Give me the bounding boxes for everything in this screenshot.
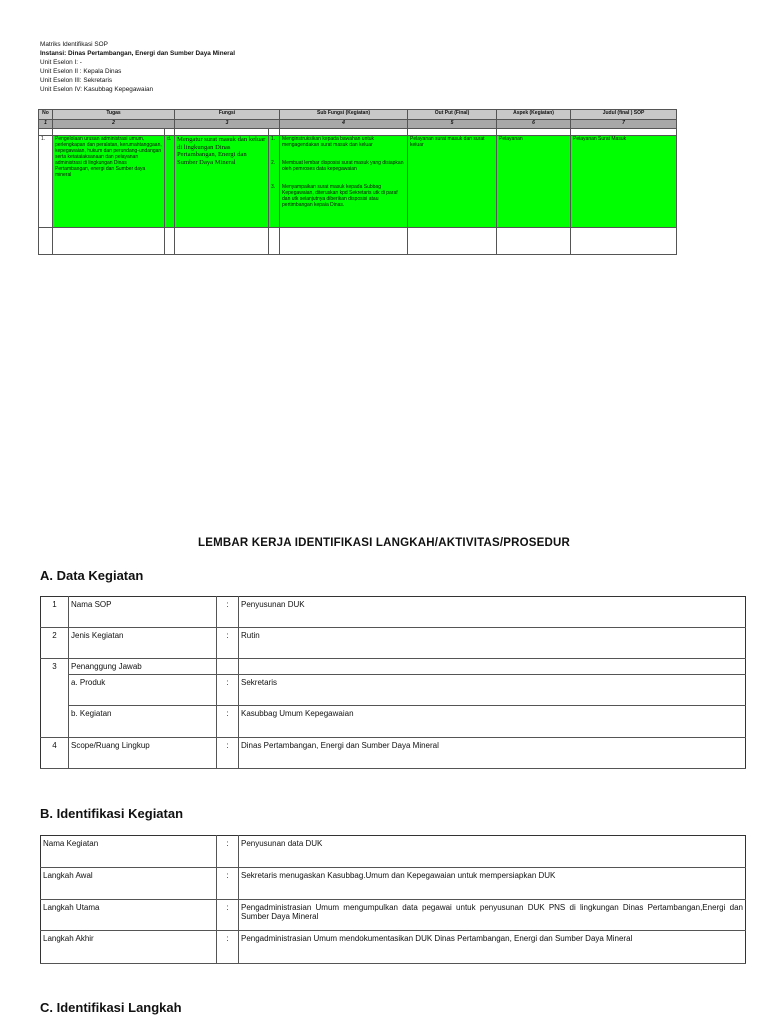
sop-matrix-table: [38, 109, 677, 255]
row-number: 1.: [39, 136, 53, 228]
col-header-fungsi: Fungsi: [175, 110, 280, 120]
field-label: Scope/Ruang Lingkup: [69, 738, 217, 769]
colon: :: [217, 628, 239, 659]
field-value: Pengadministrasian Umum mengumpulkan data pegawai untuk penyusunan DUK PNS di lingkungan Dinas Pertambangan,Energi dan Sumber Daya Mineral: [239, 900, 746, 931]
field-label: Langkah Utama: [41, 900, 217, 931]
field-value: Penyusunan DUK: [239, 597, 746, 628]
table-row: [41, 931, 746, 964]
field-value: Rutin: [239, 628, 746, 659]
col-header-judul: Judul (final ) SOP: [571, 110, 677, 120]
col-number: 1: [39, 120, 53, 129]
colon: :: [217, 675, 239, 706]
header-instansi: Instansi: Dinas Pertambangan, Energi dan Sumber Daya Mineral: [40, 50, 235, 57]
field-label: b. Kegiatan: [69, 706, 217, 738]
table-row: [41, 900, 746, 931]
col-number: 6: [497, 120, 571, 129]
table-row: [41, 659, 746, 675]
field-value: Dinas Pertambangan, Energi dan Sumber Daya Mineral: [239, 738, 746, 769]
field-value: Sekretaris: [239, 675, 746, 706]
field-label: a. Produk: [69, 675, 217, 706]
header-eselon-1: Unit Eselon I: -: [40, 59, 82, 66]
worksheet-title: LEMBAR KERJA IDENTIFIKASI LANGKAH/AKTIVITAS/PROSEDUR: [197, 537, 571, 549]
header-eselon-4: Unit Eselon IV: Kasubbag Kepegawaian: [40, 86, 154, 93]
field-value: Kasubbag Umum Kepegawaian: [239, 706, 746, 738]
table-row: [41, 868, 746, 900]
aspek-cell: Pelayanan: [497, 136, 571, 228]
row-number: 3: [41, 659, 69, 738]
table-row: [41, 597, 746, 628]
col-header-output: Out Put (Final): [408, 110, 497, 120]
col-number: 4: [280, 120, 408, 129]
row-number: 2: [41, 628, 69, 659]
section-c-title: C. Identifikasi Langkah: [40, 1000, 182, 1015]
judul-cell: Pelayanan Surat Masuk: [571, 136, 677, 228]
table-row: [41, 628, 746, 659]
table-row: [39, 136, 677, 228]
field-label: Nama SOP: [69, 597, 217, 628]
col-header-sub-fungsi: Sub Fungsi (Kegiatan): [280, 110, 408, 120]
sub-fungsi-item: Menyampaikan surat masuk kepada Subbag Kepegawaian, diteruskan kpd Sekretaris utk di paraf dan utk selanjutnya diberikan disposisi atau pertimbangan kepala Dinas.: [282, 184, 398, 208]
col-number: 5: [408, 120, 497, 129]
field-label: Jenis Kegiatan: [69, 628, 217, 659]
fungsi-cell: Mengatur surat masuk dan keluar di lingkungan Dinas Pertambangan, Energi dan Sumber Daya Mineral: [175, 136, 269, 228]
col-number: 7: [571, 120, 677, 129]
colon: :: [217, 706, 239, 738]
col-header-no: No: [39, 110, 53, 120]
header-eselon-2: Unit Eselon II : Kepala Dinas: [40, 68, 122, 75]
sub-fungsi-number: 3.: [271, 184, 276, 190]
colon: :: [217, 868, 239, 900]
colon: :: [217, 900, 239, 931]
header-eselon-3: Unit Eselon III: Sekretaris: [40, 77, 113, 84]
col-header-tugas: Tugas: [53, 110, 175, 120]
colon: :: [217, 738, 239, 769]
header-title: Matriks Identifikasi SOP: [40, 41, 108, 48]
field-value: Sekretaris menugaskan Kasubbag.Umum dan Kepegawaian untuk mempersiapkan DUK: [239, 868, 746, 900]
col-number: 2: [53, 120, 175, 129]
table-row: [41, 836, 746, 868]
matrix-header: [40, 40, 235, 94]
output-cell: Pelayanan surat masuk dan surat keluar: [408, 136, 497, 228]
row-number: 4: [41, 738, 69, 769]
row-number: 1: [41, 597, 69, 628]
field-value: Penyusunan data DUK: [239, 836, 746, 868]
sub-fungsi-item: Membuat lembar disposisi surat masuk yang disiapkan oleh pemroses data kepegawaian: [282, 160, 404, 172]
section-b-title: B. Identifikasi Kegiatan: [40, 806, 184, 821]
table-row: [41, 738, 746, 769]
table-row: [39, 228, 677, 255]
sub-fungsi-item: Menginstruksikan kepada bawahan untuk mengagendakan surat masuk dan keluar: [282, 136, 375, 148]
table-row: [41, 706, 746, 738]
field-label: Penanggung Jawab: [69, 659, 217, 675]
colon: :: [217, 931, 239, 964]
sub-fungsi-numbers: [269, 136, 280, 228]
colon: :: [217, 597, 239, 628]
sub-fungsi-number: 1.: [271, 136, 276, 142]
field-value: Pengadministrasian Umum mendokumentasikan DUK Dinas Pertambangan, Energi dan Sumber Daya Mineral: [239, 931, 746, 964]
col-number: 3: [175, 120, 280, 129]
sub-fungsi-number: 2.: [271, 160, 276, 166]
fungsi-marker: d.: [165, 136, 175, 228]
identifikasi-kegiatan-table: [40, 835, 746, 964]
field-label: Nama Kegiatan: [41, 836, 217, 868]
field-label: Langkah Awal: [41, 868, 217, 900]
table-row: [41, 675, 746, 706]
sub-fungsi-cell: [280, 136, 408, 228]
tugas-cell: Pengelolaan urusan administrasi umum, perlengkapan dan peralatan, kerumahtanggaan, kepegawaian, hukum dan perundang-undangan serta ketatalaksanaan dan pelayanan administrasi di lingkungan Dinas Pertambangan, energi dan Sumber daya mineral: [53, 136, 165, 228]
colon: :: [217, 836, 239, 868]
field-label: Langkah Akhir: [41, 931, 217, 964]
section-a-title: A. Data Kegiatan: [40, 568, 144, 583]
col-header-aspek: Aspek (Kegiatan): [497, 110, 571, 120]
data-kegiatan-table: [40, 596, 746, 769]
